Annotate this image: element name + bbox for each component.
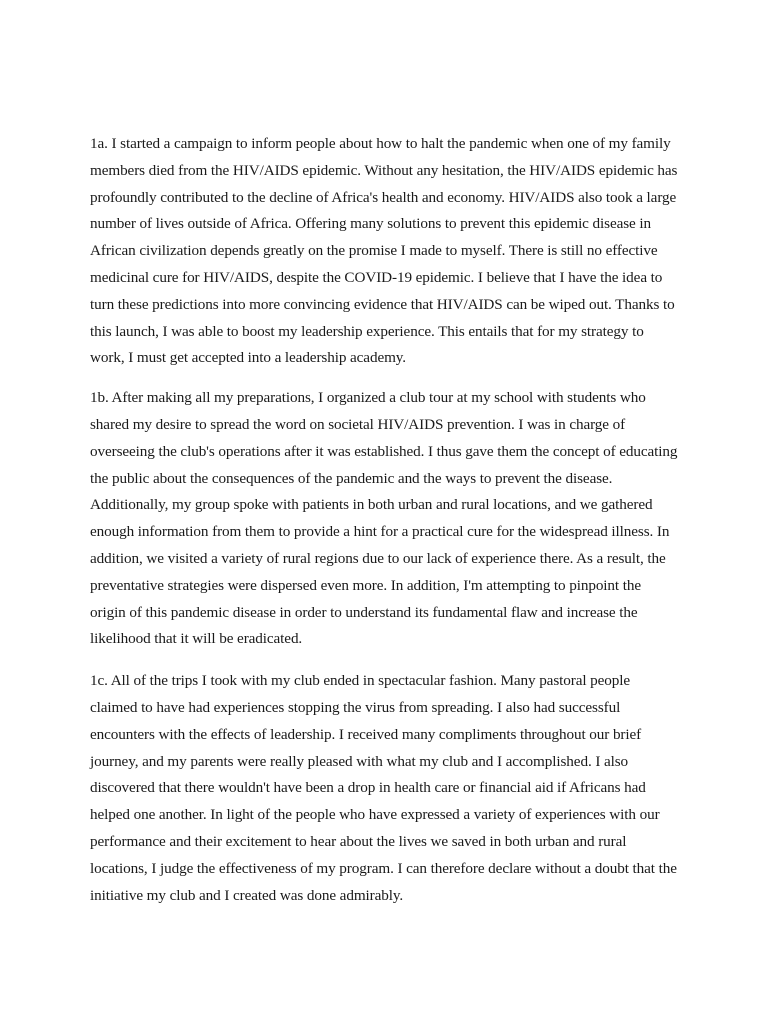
paragraph-1c: 1c. All of the trips I took with my club ended in spectacular fashion. Many pastoral people claimed to have had experiences stopping the virus from spreading. I also had successful encounters with the effects of leadership. I received many compliments throughout our brief journey, and my parents were really pleased with what my club and I accomplished. I also discovered that there wouldn't have been a drop in health care or financial aid if Africans had helped one another. In light of the people who have expressed a variety of experiences with our performance and their excitement to hear about the lives we saved in both urban and rural locations, I judge the effectiveness of my program. I can therefore declare without a doubt that the initiative my club and I created was done admirably. [90,672,677,904]
paragraph-1b: 1b. After making all my preparations, I organized a club tour at my school with students who shared my desire to spread the word on societal HIV/AIDS prevention. I was in charge of overseeing the club's operations after it was established. I thus gave them the concept of educating the public about the consequences of the pandemic and the ways to prevent the disease. Additionally, my group spoke with patients in both urban and rural locations, and we gathered enough information from them to provide a hint for a practical cure for the widespread illness. In addition, we visited a variety of rural regions due to our lack of experience there. As a result, the preventative strategies were dispersed even more. In addition, I'm attempting to pinpoint the origin of this pandemic disease in order to understand its fundamental flaw and increase the likelihood that it will be eradicated. [90,389,678,648]
paragraph-1a: 1a. I started a campaign to inform people about how to halt the pandemic when one of my family members died from the HIV/AIDS epidemic. Without any hesitation, the HIV/AIDS epidemic has profoundly contributed to the decline of Africa's health and economy. HIV/AIDS also took a large number of lives outside of Africa. Offering many solutions to prevent this epidemic disease in African civilization depends greatly on the promise I made to myself. There is still no effective medicinal cure for HIV/AIDS, despite the COVID-19 epidemic. I believe that I have the idea to turn these predictions into more convincing evidence that HIV/AIDS can be wiped out. Thanks to this launch, I was able to boost my leadership experience. This entails that for my strategy to work, I must get accepted into a leadership academy. [90,135,678,367]
document-body [90,131,680,922]
